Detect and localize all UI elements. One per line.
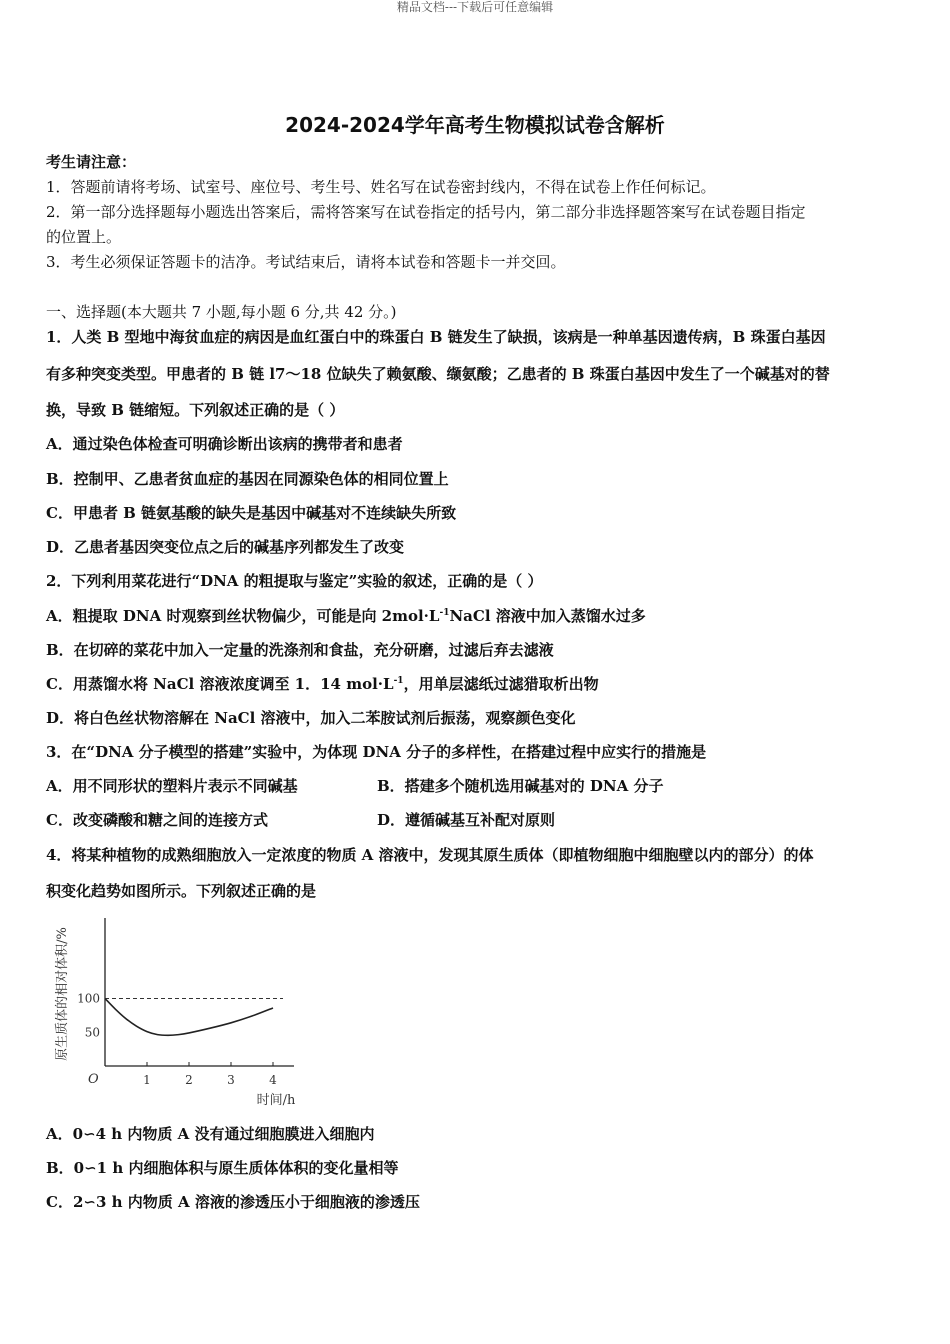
q4-option-c: C．2∽3 h 内物质 A 溶液的渗透压小于细胞液的渗透压 — [46, 1193, 420, 1211]
q2-stem: 2．下列利用菜花进行“DNA 的粗提取与鉴定”实验的叙述，正确的是（ ） — [46, 572, 543, 590]
q3-option-d: D．遵循碱基互补配对原则 — [377, 811, 556, 829]
q1-option-c: C．甲患者 B 链氨基酸的缺失是基因中碱基对不连续缺失所致 — [46, 504, 457, 522]
q4-option-a: A．0∽4 h 内物质 A 没有通过细胞膜进入细胞内 — [46, 1125, 375, 1143]
q1-stem: 有多种突变类型。甲患者的 B 链 l7～18 位缺失了赖氨酸、缬氨酸；乙患者的 B 珠蛋白基因中发生了一个碱基对的替 — [46, 365, 830, 383]
volume-curve — [105, 999, 273, 1036]
q4-option-b: B．0∽1 h 内细胞体积与原生质体体积的变化量相等 — [46, 1159, 399, 1177]
x-tick-label: 2 — [185, 1073, 193, 1087]
notice-item: 2．第一部分选择题每小题选出答案后，需将答案写在试卷指定的括号内，第二部分非选择题答案写在试卷题目指定 — [46, 203, 806, 221]
notice-item: 1．答题前请将考场、试室号、座位号、考生号、姓名写在试卷密封线内，不得在试卷上作任何标记。 — [46, 178, 716, 196]
q3-option-c: C．改变磷酸和糖之间的连接方式 — [46, 811, 268, 829]
y-tick-label: 100 — [77, 991, 100, 1006]
chart-xlabel: 时间/h — [256, 1093, 296, 1108]
q2-option-d: D．将白色丝状物溶解在 NaCl 溶液中，加入二苯胺试剂后振荡，观察颜色变化 — [46, 709, 576, 727]
q3-option-b: B．搭建多个随机选用碱基对的 DNA 分子 — [377, 777, 664, 795]
q3-options-row — [46, 776, 904, 796]
q1-option-a: A．通过染色体检查可明确诊断出该病的携带者和患者 — [46, 435, 403, 453]
section-heading: 一、选择题(本大题共 7 小题,每小题 6 分,共 42 分。) — [46, 303, 397, 321]
q2-option-c: C．用蒸馏水将 NaCl 溶液浓度调至 1．14 $mol\cdot L^{-1}$，用单层滤纸过滤猎取析出物 — [46, 675, 599, 693]
page-title: 2024-2024学年高考生物模拟试卷含解析 — [285, 113, 665, 137]
q2-option-b: B．在切碎的菜花中加入一定量的洗涤剂和食盐，充分研磨，过滤后弃去滤液 — [46, 641, 554, 659]
volume-chart — [44, 912, 314, 1112]
q4-stem: 4．将某种植物的成熟细胞放入一定浓度的物质 A 溶液中，发现其原生质体（即植物细胞中细胞壁以内的部分）的体 — [46, 846, 814, 864]
q1-stem: 1．人类 B 型地中海贫血症的病因是血红蛋白中的珠蛋白 B 链发生了缺损，该病是一种单基因遗传病，B 珠蛋白基因 — [46, 328, 826, 346]
x-tick-label: 1 — [143, 1073, 151, 1087]
x-tick-label: 3 — [227, 1073, 235, 1087]
q4-stem: 积变化趋势如图所示。下列叙述正确的是 — [46, 882, 317, 900]
notice-heading: 考生请注意： — [46, 153, 137, 171]
q1-option-b: B．控制甲、乙患者贫血症的基因在同源染色体的相同位置上 — [46, 470, 449, 488]
notice-item: 3．考生必须保证答题卡的洁净。考试结束后，请将本试卷和答题卡一并交回。 — [46, 253, 566, 271]
y-tick-label: 50 — [84, 1025, 100, 1040]
chart-origin-label: O — [88, 1072, 99, 1087]
chart-ylabel: 原生质体的相对体积/% — [55, 927, 70, 1061]
q3-option-a: A．用不同形状的塑料片表示不同碱基 — [46, 777, 298, 795]
x-tick-label: 4 — [269, 1073, 277, 1087]
q3-options-row — [46, 810, 904, 830]
q1-option-d: D．乙患者基因突变位点之后的碱基序列都发生了改变 — [46, 538, 405, 556]
q1-stem: 换，导致 B 链缩短。下列叙述正确的是（ ） — [46, 401, 345, 419]
q3-stem: 3．在“DNA 分子模型的搭建”实验中，为体现 DNA 分子的多样性，在搭建过程中应实行的措施是 — [46, 743, 707, 761]
q2-option-a: A．粗提取 DNA 时观察到丝状物偏少，可能是向 $2mol\cdot L^{-1}NaCl$ 溶液中加入蒸馏水过多 — [46, 607, 646, 625]
page-header: 精品文档---下载后可任意编辑 — [396, 0, 554, 14]
notice-item: 的位置上。 — [46, 228, 122, 246]
